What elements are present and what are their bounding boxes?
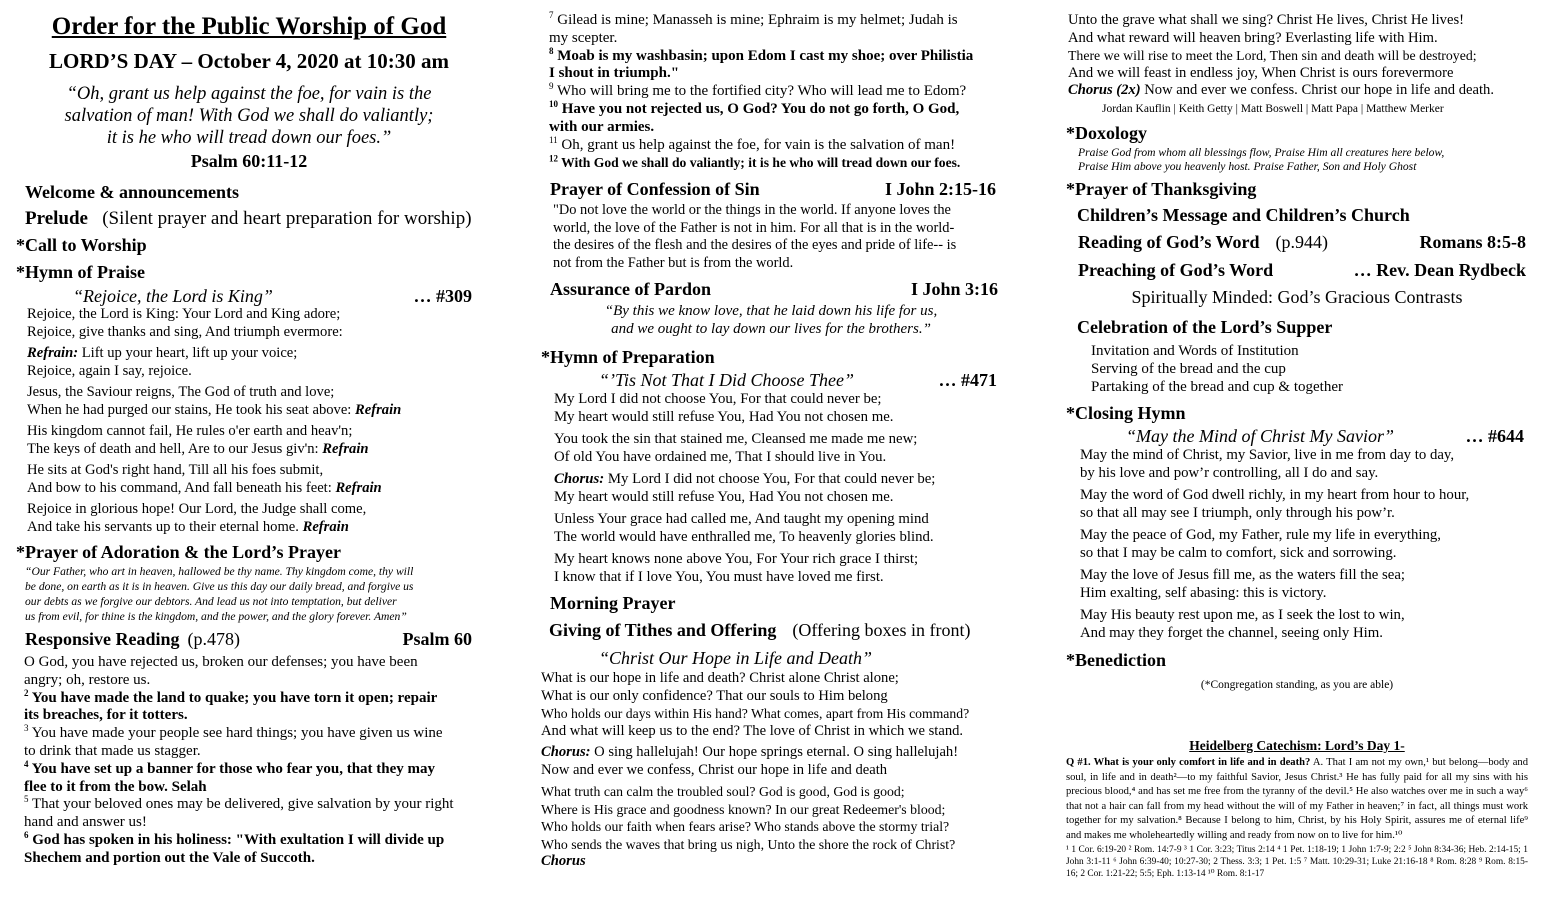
catechism-title: Heidelberg Catechism: Lord’s Day 1- xyxy=(1189,738,1405,753)
confession-row: Prayer of Confession of Sin I John 2:15-16 xyxy=(550,179,996,200)
hymn-3-title: “Christ Our Hope in Life and Death” xyxy=(599,648,873,669)
pardon-row: Assurance of Pardon I John 3:16 xyxy=(550,279,998,300)
stanza: Jesus, the Saviour reigns, The God of truth and love; When he had purged our stains, He took his seat above: Refrain xyxy=(27,384,402,418)
lords-supper-heading: Celebration of the Lord’s Supper xyxy=(1077,316,1333,337)
header-quote-ref: Psalm 60:11-12 xyxy=(190,151,308,171)
pardon-text: “By this we know love, that he laid down his life for us, and we ought to lay down our lives for the brothers.” xyxy=(604,303,938,338)
adoration-heading: *Prayer of Adoration & the Lord’s Prayer xyxy=(16,542,341,562)
page-title: Order for the Public Worship of God xyxy=(51,13,447,40)
stanza: Rejoice in glorious hope! Our Lord, the Judge shall come, And take his servants up to their eternal home. Refrain xyxy=(27,501,367,535)
confession-text: "Do not love the world or the things in the world. If anyone loves the world, the love of the Father is not in him. For all that is in the world- the desires of the flesh and the desires of the eyes and pride of life-- is not from the Father but is from the world. xyxy=(553,202,957,271)
hymn-4-text: May the mind of Christ, my Savior, live in me from day to day, by his love and pow’r controlling, all I do and say. May the word of God dwell richly, in my heart from hour to hour, so that all may see I triumph, only through his pow’r. May the peace of God, my Father, rule my life in everything, so that I may be calm to comfort, sick and sorrowing. May the love of Jesus fill me, as the waters fill the sea; Him exalting, self abasing: this is victory. May His beauty rest upon me, as I seek the lost to win, And may they forget the channel, seeing only Him. xyxy=(1080,446,1470,641)
stanza: Refrain: Lift up your heart, lift up your voice; Rejoice, again I say, rejoice. xyxy=(27,345,298,379)
doxology-text: Praise God from whom all blessings flow, Praise Him all creatures here below, Praise Him above you heavenly host. Praise Father, Son and Holy Ghost xyxy=(1078,145,1445,173)
standing-note: (*Congregation standing, as you are able) xyxy=(1200,678,1394,691)
preaching-row: Preaching of God’s Word … Rev. Dean Rydbeck xyxy=(1078,259,1526,280)
closing-hymn-heading: *Closing Hymn xyxy=(1066,402,1186,423)
column-2 xyxy=(541,0,1001,871)
lords-prayer-text: “Our Father, who art in heaven, hallowed be thy name. Thy kingdom come, thy will be done, on earth as it is in heaven. Give us this day our daily bread, and forgive us our debts as we forgive our debtors. And lead us not into temptation, but deliver us from evil, for thine is the kingdom, and the power, and the glory forever. Amen” xyxy=(25,565,414,623)
hymn-3-credits: Jordan Kauflin | Keith Getty | Matt Boswell | Matt Papa | Matthew Merker xyxy=(1102,102,1444,115)
reading-row: Reading of God’s Word (p.944) Romans 8:5-8 xyxy=(1078,231,1526,252)
doxology-heading: *Doxology xyxy=(1066,122,1147,143)
hymn-1-text xyxy=(27,306,482,536)
hymn-3-continued: Unto the grave what shall we sing? Christ He lives, Christ He lives! And what reward will heaven bring? Everlasting life with Him. There we will rise to meet the Lord, Then sin and death will be destroyed; And we will feast in endless joy, When Christ is ours forevermore Chorus (2x) Now and ever we confess. Christ our hope in life and death. xyxy=(1068,12,1494,98)
stanza: Rejoice, the Lord is King: Your Lord and King adore; Rejoice, give thanks and sing, And triumph evermore: xyxy=(27,306,343,340)
catechism-footnotes: ¹ 1 Cor. 6:19-20 ² Rom. 14:7-9 ³ 1 Cor. 3:23; Titus 2:14 ⁴ 1 Pet. 1:18-19; 1 John 1:7-9; 2:2 ⁵ John 8:34-36; Heb. 2:14-15; 1 John 3:1-11 ⁶ John 6:39-40; 10:27-30; 2 Thess. 3:3; 1 Pet. 1:5 ⁷ Matt. 10:29-31; Luke 21:16-18 ⁸ Rom. 8:28 ⁹ Rom. 8:15-16; 2 Cor. 1:21-22; 5:5; Eph. 1:13-14 ¹⁰ Rom. 8:1-17 xyxy=(1066,845,1528,880)
column-3 xyxy=(1066,0,1529,880)
catechism-answer: Q #1. What is your only comfort in life and in death? A. That I am not my own,¹ but belong—body and soul, in life and in death²—to my faithful Savior, Jesus Christ.³ He has fully paid for all my sins with his precious blood,⁴ and has set me free from the tyranny of the devil.⁵ He also watches over me in such a way⁶ that not a hair can fall from my head without the will of my Father in heaven;⁷ in fact, all things must work together for my salvation.⁸ Because I belong to him, Christ, by his Holy Spirit, assures me of eternal life⁹ and makes me wholeheartedly willing and ready from now on to live for him.¹⁰ xyxy=(1066,757,1529,841)
prelude-line: Prelude (Silent prayer and heart preparation for worship) xyxy=(25,208,472,229)
column-1 xyxy=(16,0,482,868)
thanksgiving-heading: *Prayer of Thanksgiving xyxy=(1066,178,1257,199)
hymn-prep-heading: *Hymn of Preparation xyxy=(541,347,715,368)
hymn-2-title-row: “’Tis Not That I Did Choose Thee” … #471 xyxy=(599,370,997,391)
tithes-row: Giving of Tithes and Offering (Offering boxes in front) xyxy=(549,620,971,641)
benediction-heading: *Benediction xyxy=(1066,649,1167,670)
psalm-60-text: O God, you have rejected us, broken our defenses; you have been angry; oh, restore us. $^2$ You have made the land to quake; you have torn it open; repair its breaches, for it totters. $^3$ You have made your people see hard things; you have given us wine to drink that made us stagger. $^4$ You have set up a banner for those who fear you, that they may flee to it from the bow. Selah $^5$ That your beloved ones may be delivered, give salvation by your right hand and answer us! $^6$ God has spoken in his holiness: "With exultation I will divide up Shechem and portion out the Vale of Succoth. xyxy=(24,654,454,866)
header-quote: “Oh, grant us help against the foe, for vain is the salvation of man! With God we shall do valiantly; it is he who will tread down our foes.” xyxy=(64,84,434,148)
stanza: He sits at God's right hand, Till all his foes submit, And bow to his command, And fall beneath his feet: Refrain xyxy=(27,462,382,496)
catechism-box xyxy=(1066,738,1528,881)
hymn-1-title-row: “Rejoice, the Lord is King” … #309 xyxy=(73,286,472,306)
hymn-4-title-row: “May the Mind of Christ My Savior” … #644 xyxy=(1126,425,1524,446)
childrens-message-heading: Children’s Message and Children’s Church xyxy=(1077,204,1410,225)
welcome-heading: Welcome & announcements xyxy=(25,182,239,202)
hymn-2-text: My Lord I did not choose You, For that could never be; My heart would still refuse You, Had You not chosen me. You took the sin that stained me, Cleansed me made me new; Of old You have ordained me, That I should live in You. Chorus: My Lord I did not choose You, For that could never be; My heart would still refuse You, Had You not chosen me. Unless Your grace had called me, And taught my opening mind The world would have enthralled me, To heavenly glories blind. My heart knows none above You, For Your rich grace I thirst; I know that if I love You, You must have loved me first. xyxy=(554,391,936,586)
morning-prayer-heading: Morning Prayer xyxy=(550,593,676,614)
lords-supper-items: Invitation and Words of Institution Serving of the bread and the cup Partaking of the bread and cup & together xyxy=(1091,342,1343,395)
call-to-worship-heading: *Call to Worship xyxy=(16,235,147,255)
date-line: LORD’S DAY – October 4, 2020 at 10:30 am xyxy=(49,49,449,73)
stanza: His kingdom cannot fail, He rules o'er earth and heav'n; The keys of death and hell, Are to our Jesus giv'n: Refrain xyxy=(27,423,369,457)
hymn-of-praise-heading: *Hymn of Praise xyxy=(16,262,145,282)
hymn-3-text: What is our hope in life and death? Christ alone Christ alone; What is our only confidence? That our souls to Him belong Who holds our days within His hand? What comes, apart from His command? And what will keep us to the end? The love of Christ in which we stand. Chorus: O sing hallelujah! Our hope springs eternal. O sing hallelujah! Now and ever we confess, Christ our hope in life and death What truth can calm the troubled soul? God is good, God is good; Where is His grace and goodness known? In our great Redeemer's blood; Who holds our faith when fears arise? Who stands above the stormy trial? Who sends the waves that bring us nigh, Unto the shore the rock of Christ? Chorus xyxy=(541,670,970,870)
psalm-60-continued: $^7$ Gilead is mine; Manasseh is mine; Ephraim is my helmet; Judah is my scepter. $^8$ Moab is my washbasin; upon Edom I cast my shoe; over Philistia I shout in triumph." $^9$ Who will bring me to the fortified city? Who will lead me to Edom? $^{10}$ Have you not rejected us, O God? You do not go forth, O God, with our armies. $^{11}$ Oh, grant us help against the foe, for vain is the salvation of man! $^{12}$ With God we shall do valiantly; it is he who will tread down our foes. xyxy=(549,10,974,171)
responsive-reading-row: Responsive Reading (p.478) Psalm 60 xyxy=(25,629,472,649)
sermon-title: Spiritually Minded: God’s Gracious Contrasts xyxy=(1131,286,1463,307)
